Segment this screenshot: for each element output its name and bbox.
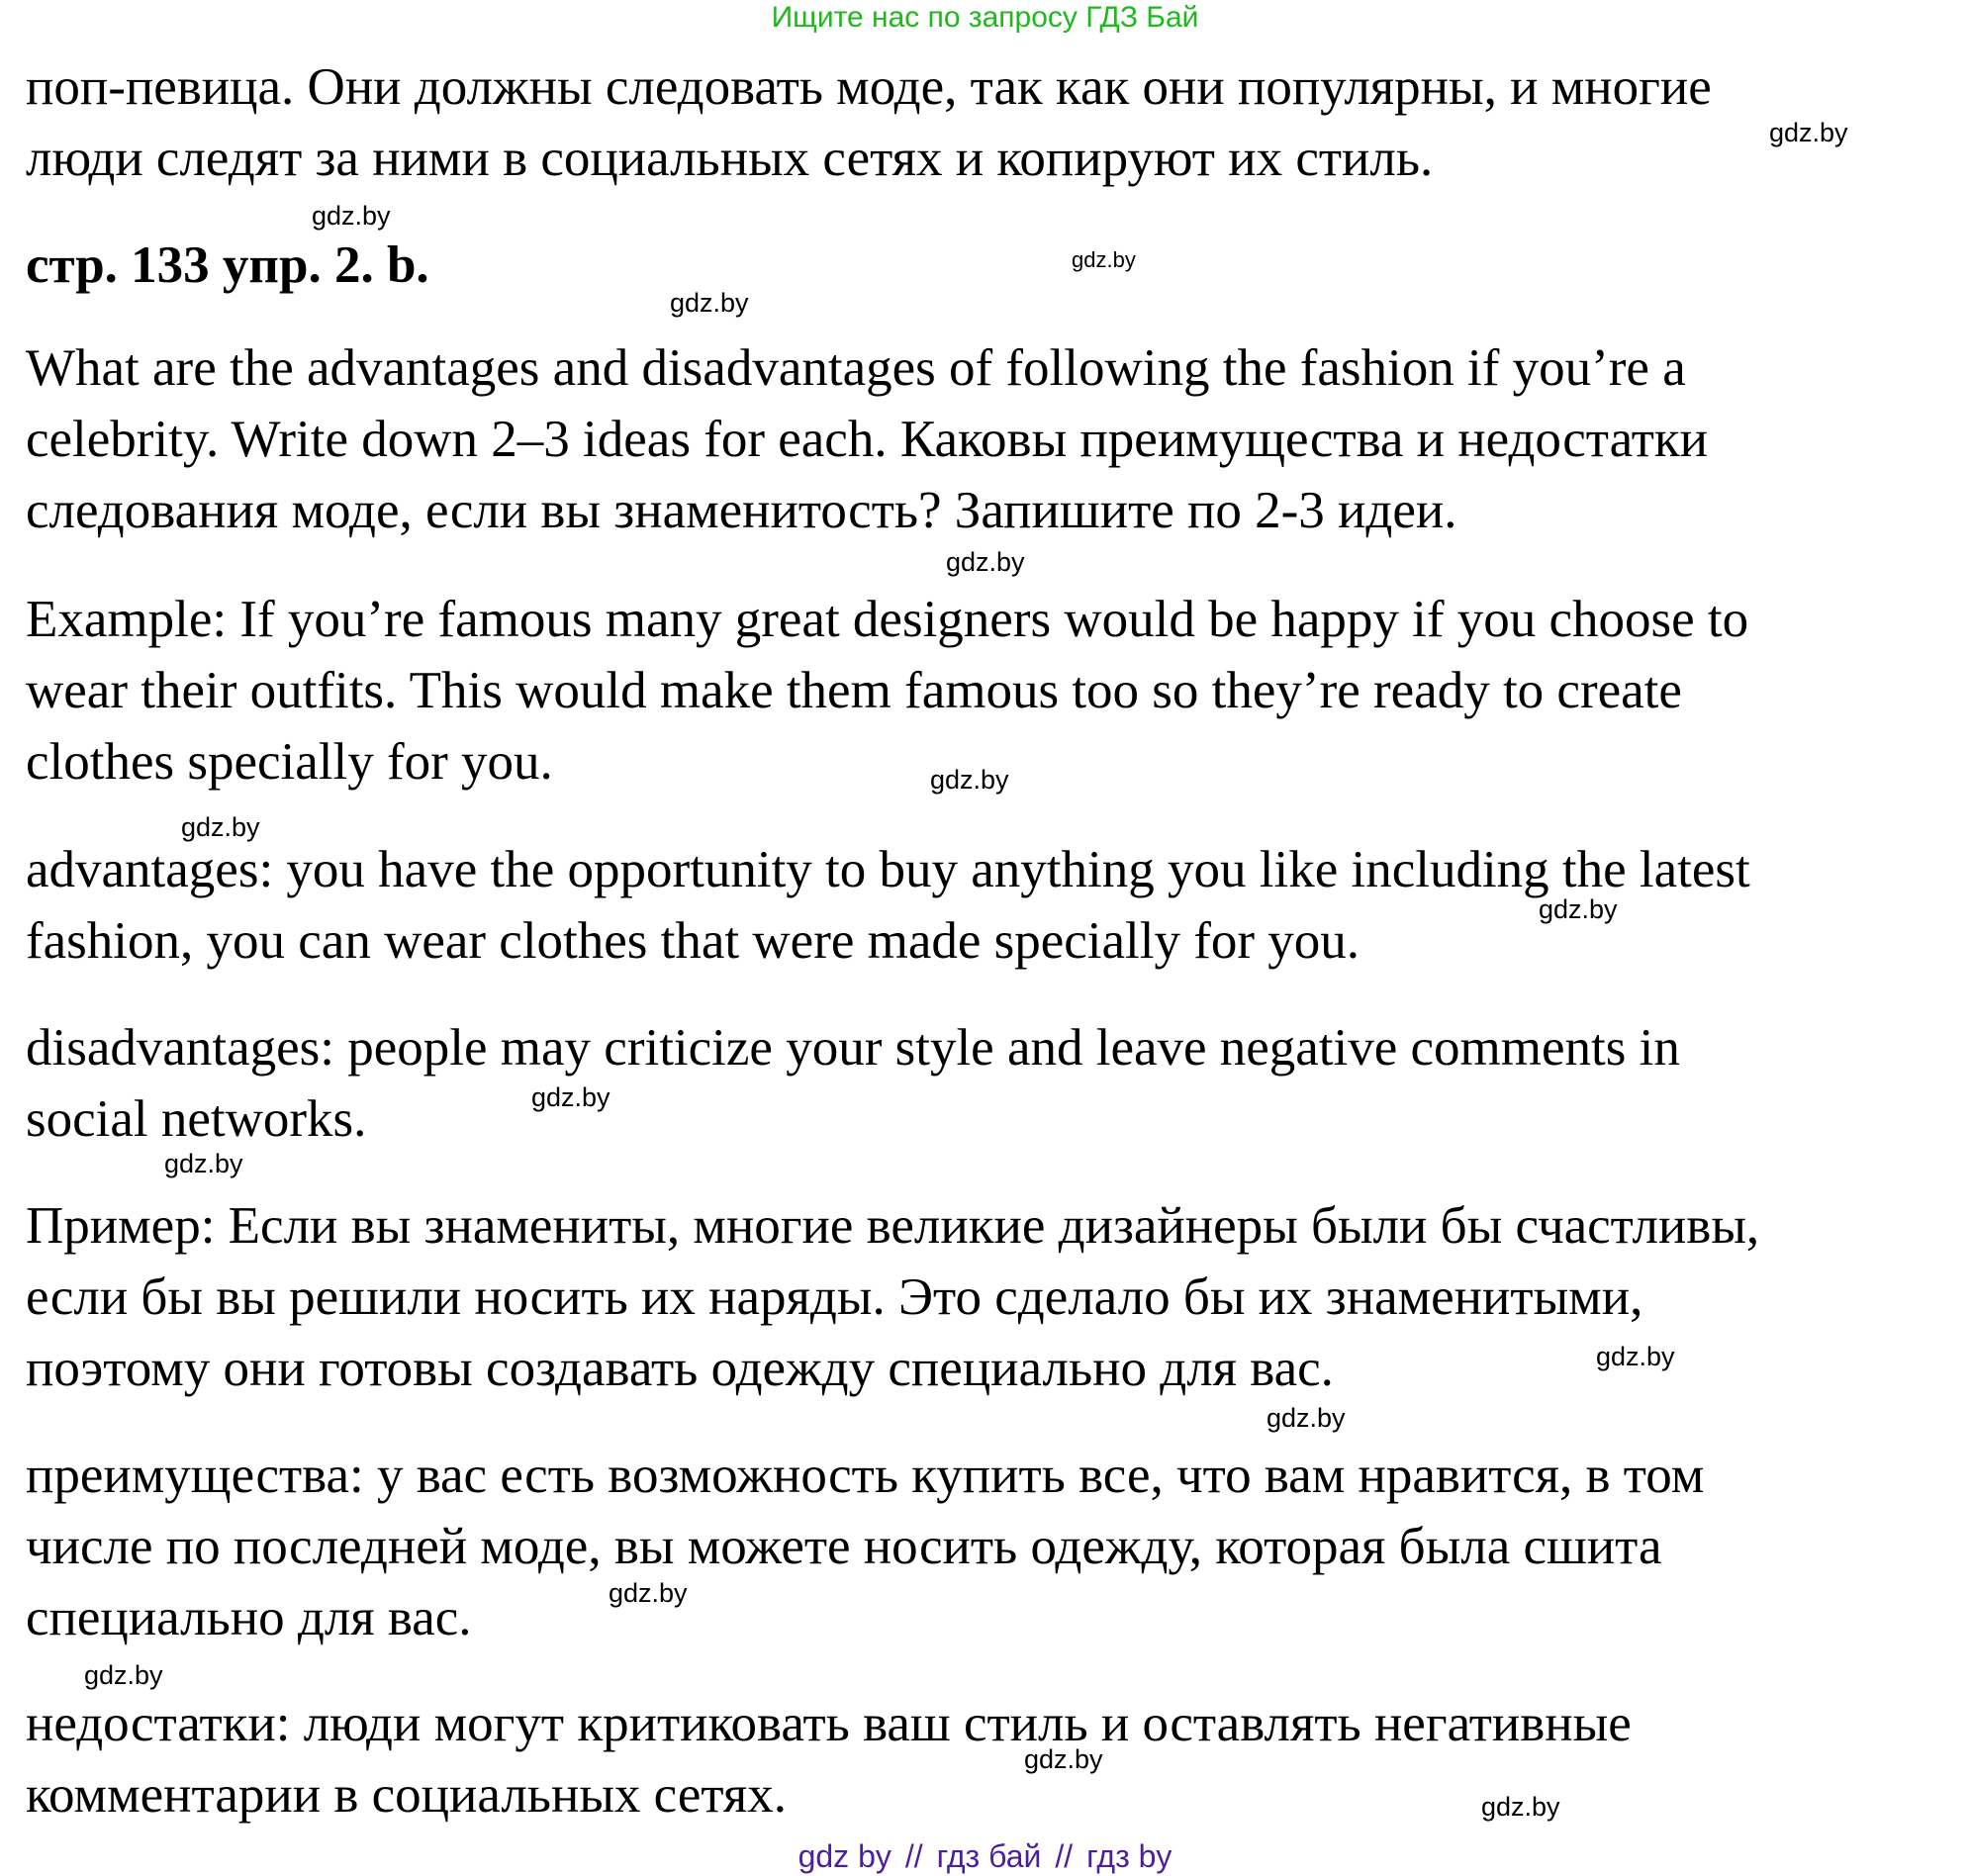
watermark: gdz.by	[670, 288, 749, 318]
task-paragraph	[26, 332, 1955, 546]
footer-separator: //	[904, 1838, 923, 1874]
text-line: clothes specially for you.	[26, 733, 553, 791]
text-line: комментарии в социальных сетях.	[26, 1766, 787, 1824]
text-line: специально для вас.	[26, 1589, 472, 1646]
search-hint-banner: Ищите нас по запросу ГДЗ Бай	[771, 1, 1199, 34]
intro-paragraph	[26, 51, 1955, 194]
text-line: следования моде, если вы знаменитость? Запишите по 2-3 идеи.	[26, 482, 1457, 539]
footer-text: gdz by	[797, 1838, 891, 1874]
text-line: advantages: you have the opportunity to buy anything you like including the latest	[26, 841, 1750, 898]
footer-text: гдз бай	[936, 1838, 1042, 1874]
watermark: gdz.by	[1024, 1744, 1103, 1774]
watermark: gdz.by	[312, 201, 391, 231]
text-line: если бы вы решили носить их наряды. Это сделало бы их знаменитыми,	[26, 1268, 1643, 1326]
watermark: gdz.by	[1266, 1403, 1346, 1433]
text-line: преимущества: у вас есть возможность купить все, что вам нравится, в том	[26, 1447, 1705, 1504]
advantages-ru-paragraph	[26, 1440, 1955, 1653]
text-line: What are the advantages and disadvantages of following the fashion if you’re a	[26, 339, 1686, 397]
disadvantages-ru-paragraph	[26, 1688, 1955, 1830]
text-line: поп-певица. Они должны следовать моде, так как они популярны, и многие	[26, 58, 1712, 116]
footer-links	[0, 1838, 1970, 1874]
text-line: wear their outfits. This would make them famous too so they’re ready to create	[26, 662, 1682, 719]
watermark: gdz.by	[164, 1149, 243, 1178]
watermark: gdz.by	[531, 1082, 610, 1112]
text-line: fashion, you can wear clothes that were made specially for you.	[26, 912, 1360, 970]
text-line: поэтому они готовы создавать одежду специально для вас.	[26, 1340, 1334, 1397]
watermark: gdz.by	[181, 812, 260, 842]
text-line: social networks.	[26, 1090, 367, 1148]
watermark: gdz.by	[1539, 894, 1618, 924]
watermark: gdz.by	[1769, 118, 1848, 147]
advantages-en-paragraph	[26, 834, 1955, 977]
text-line: Example: If you’re famous many great designers would be happy if you choose to	[26, 591, 1749, 648]
disadvantages-en-paragraph	[26, 1012, 1955, 1155]
watermark: gdz.by	[1596, 1342, 1675, 1371]
text-line: числе по последней моде, вы можете носить одежду, которая была сшита	[26, 1518, 1662, 1575]
watermark: gdz.by	[609, 1578, 688, 1608]
watermark: gdz.by	[930, 765, 1009, 795]
watermark: gdz.by	[1481, 1792, 1560, 1822]
watermark: gdz.by	[84, 1660, 163, 1690]
text-line: Пример: Если вы знамениты, многие великие дизайнеры были бы счастливы,	[26, 1197, 1760, 1255]
text-line: disadvantages: people may criticize your style and leave negative comments in	[26, 1019, 1680, 1077]
watermark: gdz.by	[1072, 247, 1136, 272]
watermark: gdz.by	[946, 547, 1025, 577]
footer-separator: //	[1055, 1838, 1074, 1874]
exercise-heading: стр. 133 упр. 2. b.	[26, 236, 429, 294]
footer-text: гдз by	[1086, 1838, 1173, 1874]
text-line: celebrity. Write down 2–3 ideas for each. Каковы преимущества и недостатки	[26, 411, 1709, 468]
text-line: люди следят за ними в социальных сетях и копируют их стиль.	[26, 130, 1434, 187]
text-line: недостатки: люди могут критиковать ваш стиль и оставлять негативные	[26, 1695, 1632, 1752]
